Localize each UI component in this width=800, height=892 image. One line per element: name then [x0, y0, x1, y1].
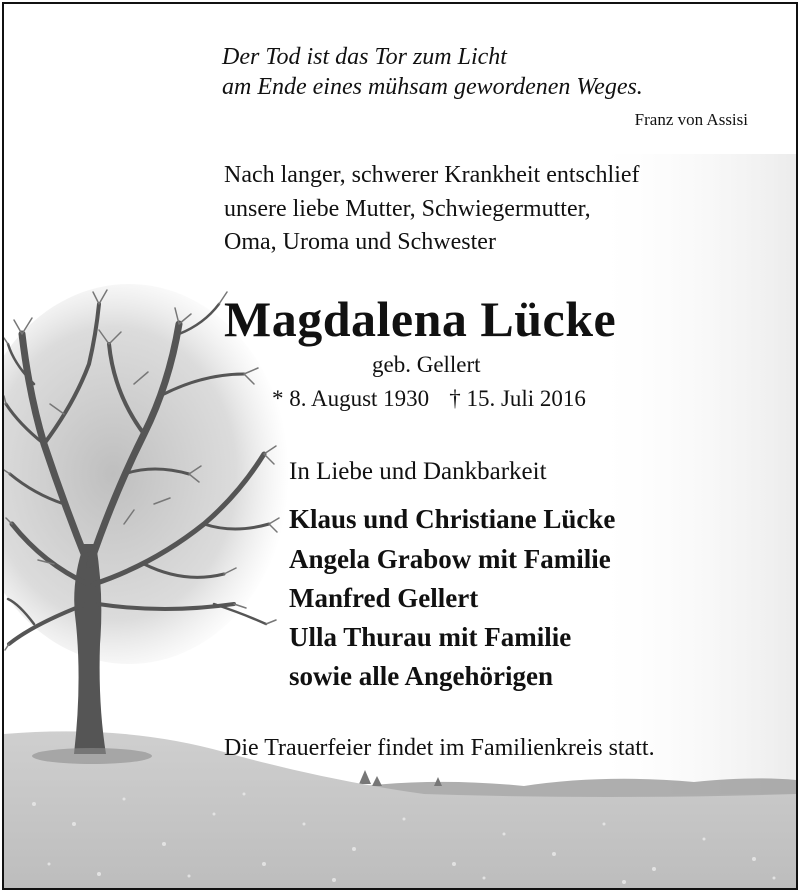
mourners-heading: In Liebe und Dankbarkeit — [289, 458, 547, 485]
quote-line-2: am Ende eines mühsam gewordenen Weges. — [222, 74, 643, 100]
intro-line: Oma, Uroma und Schwester — [224, 229, 496, 255]
born-name: geb. Gellert — [372, 352, 481, 377]
mourner-name: Ulla Thurau mit Familie — [289, 622, 572, 652]
quote-line-1: Der Tod ist das Tor zum Licht — [222, 44, 507, 70]
mourner-name: Manfred Gellert — [289, 583, 479, 613]
quote-author: Franz von Assisi — [634, 110, 748, 129]
mourner-name: sowie alle Angehörigen — [289, 661, 553, 691]
mourner-name: Klaus und Christiane Lücke — [289, 504, 616, 534]
funeral-note: Die Trauerfeier findet im Familienkreis statt. — [224, 735, 655, 761]
death-date: † 15. Juli 2016 — [449, 386, 586, 411]
obituary-notice — [2, 2, 798, 890]
intro-line: unsere liebe Mutter, Schwiegermutter, — [224, 196, 591, 222]
birth-date: * 8. August 1930 — [272, 386, 430, 411]
mourner-name: Angela Grabow mit Familie — [289, 544, 611, 574]
life-dates — [272, 386, 586, 412]
deceased-name: Magdalena Lücke — [224, 291, 617, 347]
intro-line: Nach langer, schwerer Krankheit entschlief — [224, 162, 640, 188]
